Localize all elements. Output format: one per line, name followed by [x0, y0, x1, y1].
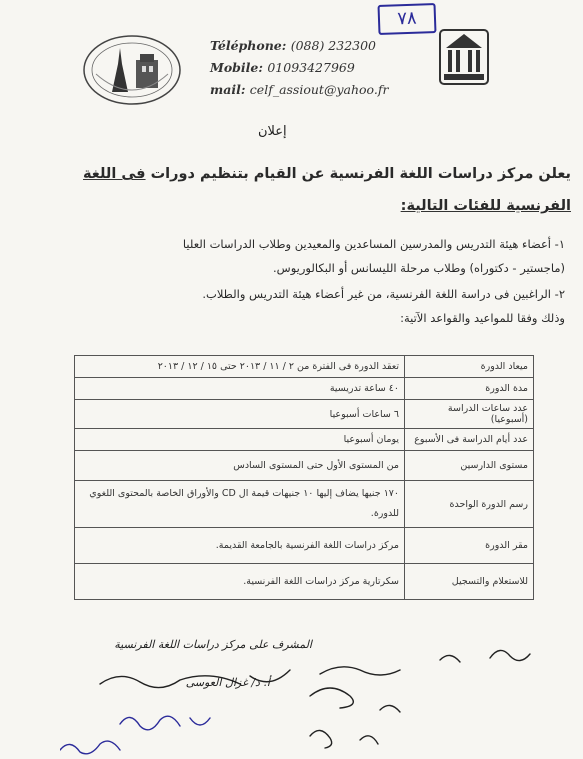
list-item-1 [45, 232, 565, 280]
handwritten-annotations-icon [60, 640, 580, 759]
intro-line-1 [51, 158, 571, 190]
university-logo-icon [432, 24, 496, 90]
document-number-box: ٧٨ [377, 3, 436, 35]
mobile-value: 01093427969 [267, 60, 355, 75]
contact-block [210, 35, 388, 101]
announcement-title: إعلان [258, 124, 287, 139]
table-row-value: من المستوى الأول حتى المستوى السادس [75, 451, 405, 481]
table-row-label: للاستعلام والتسجيل [405, 564, 534, 600]
table-row-label: رسم الدورة الواحدة [405, 481, 534, 528]
mobile-label: Mobile: [210, 60, 263, 75]
table-row [75, 429, 534, 451]
signature-name: أ. د/ غزال العوسى [185, 676, 270, 689]
table-row-label: مقر الدورة [405, 528, 534, 564]
table-row-value: مركز دراسات اللغة الفرنسية بالجامعة القديمة. [75, 528, 405, 564]
list-item-2-line-2: وذلك وفقا للمواعيد والقواعد الآتية: [400, 311, 565, 325]
table-row-label: عدد أيام الدراسة فى الأسبوع [405, 429, 534, 451]
mail-line [210, 79, 388, 101]
course-schedule-table [74, 355, 534, 600]
intro-line-2: الفرنسية للفئات التالية: [400, 198, 571, 214]
table-row [75, 378, 534, 400]
list-item-2 [45, 282, 565, 330]
telephone-label: Téléphone: [210, 38, 287, 53]
table-row-label: عدد ساعات الدراسة (أسبوعيا) [405, 400, 534, 429]
table-row [75, 356, 534, 378]
mail-label: mail: [210, 82, 246, 97]
table-row [75, 400, 534, 429]
list-item-1-line-1: ١- أعضاء هيئة التدريس والمدرسين المساعدين والمعيدين وطلاب الدراسات العليا [182, 237, 565, 251]
table-row-value: يومان أسبوعيا [75, 429, 405, 451]
list-item-1-line-2: (ماجستير - دكتوراه) وطلاب مرحلة الليسانس أو البكالوريوس. [273, 261, 565, 275]
table-row-value: تعقد الدورة فى الفترة من ٢ / ١١ / ٢٠١٣ حتى ١٥ / ١٢ / ٢٠١٣ [75, 356, 405, 378]
intro-line-1-underlined: فى اللغة [83, 166, 146, 182]
intro-line-1-text: يعلن مركز دراسات اللغة الفرنسية عن القيام بتنظيم دورات [145, 166, 571, 182]
french-center-logo-icon [82, 34, 182, 106]
table-row-label: مدة الدورة [405, 378, 534, 400]
intro-paragraph [51, 158, 571, 222]
table-row-value: ١٧٠ جنيها يضاف إليها ١٠ جنيهات قيمة ال CD والأوراق الخاصة بالمحتوى اللغوي للدورة. [75, 481, 405, 528]
table-row [75, 528, 534, 564]
telephone-line [210, 35, 388, 57]
table-row-value: ٤٠ ساعة تدريسية [75, 378, 405, 400]
telephone-value: (088) 232300 [290, 38, 377, 53]
table-row [75, 481, 534, 528]
mobile-line [210, 57, 388, 79]
table-row-value: ٦ ساعات أسبوعيا [75, 400, 405, 429]
signature-title: المشرف على مركز دراسات اللغة الفرنسية [114, 638, 312, 651]
table-row-value: سكرتارية مركز دراسات اللغة الفرنسية. [75, 564, 405, 600]
table-row [75, 451, 534, 481]
table-row [75, 564, 534, 600]
mail-value: celf_assiout@yahoo.fr [249, 82, 389, 97]
list-item-2-line-1: ٢- الراغبين فى دراسة اللغة الفرنسية، من غير أعضاء هيئة التدريس والطلاب. [202, 287, 565, 301]
table-row-label: مستوى الدارسين [405, 451, 534, 481]
table-row-label: ميعاد الدورة [405, 356, 534, 378]
